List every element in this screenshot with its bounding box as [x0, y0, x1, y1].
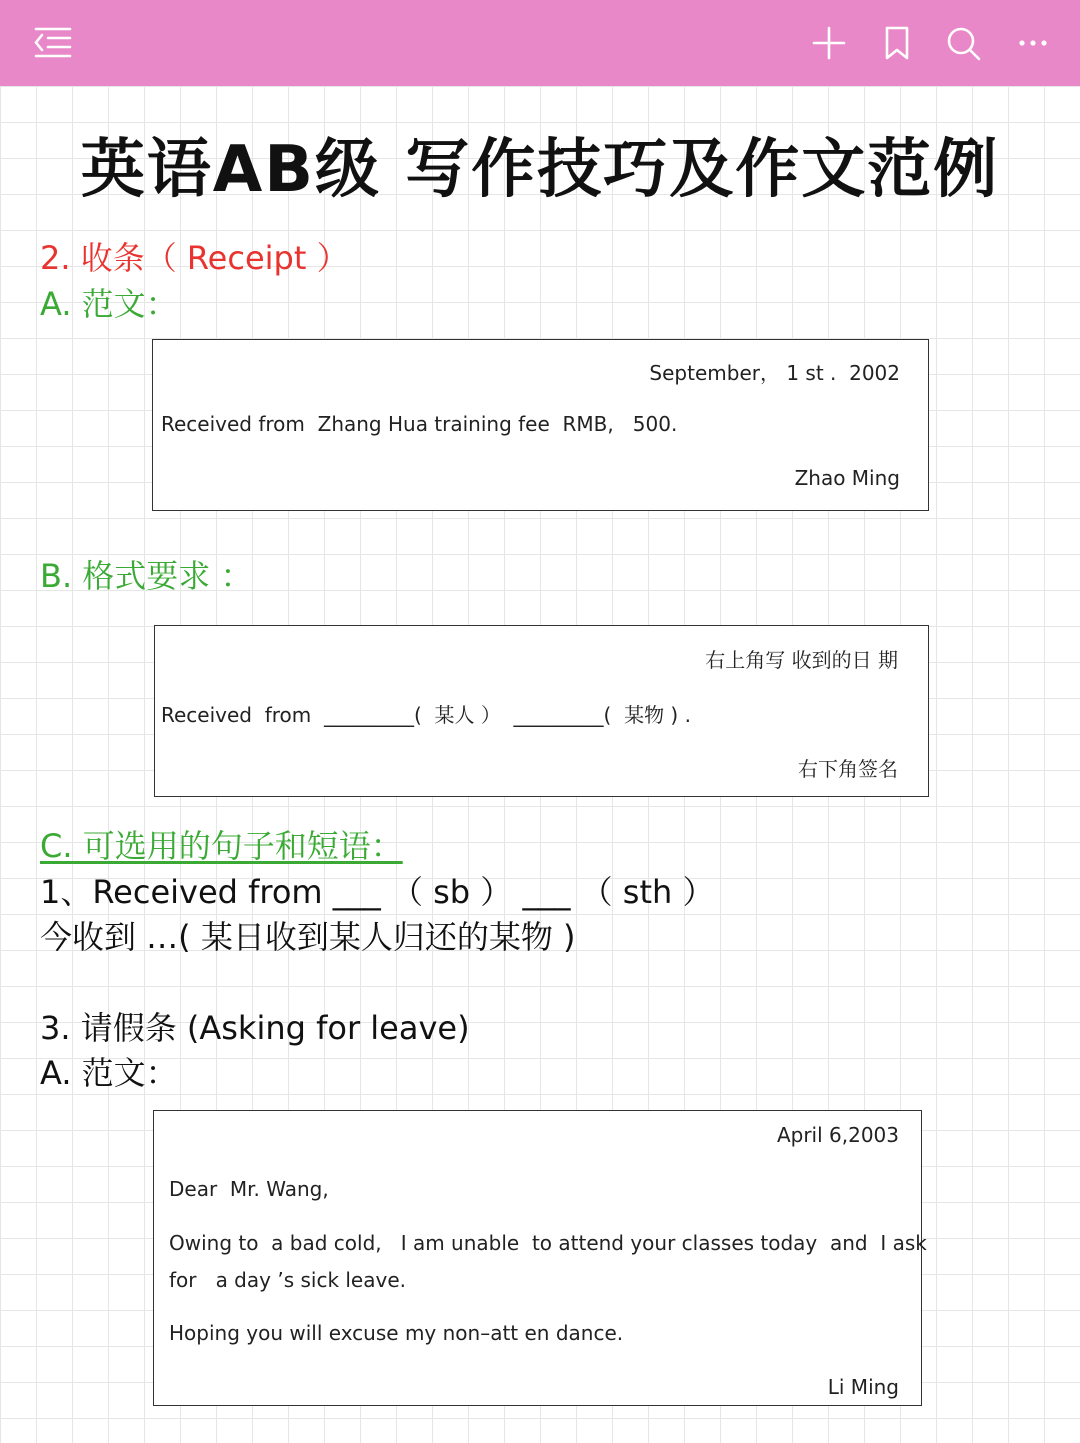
- section-2-sub-a: A. 范文：: [40, 285, 178, 323]
- receipt-body: Received from Zhang Hua training fee RMB, 500.: [161, 412, 678, 436]
- more-icon[interactable]: [1012, 22, 1054, 64]
- leave-example-box: [153, 1110, 927, 1406]
- phrase-1-cn: 今收到 …( 某日收到某人归还的某物 ): [40, 918, 576, 956]
- receipt-format-box: [154, 625, 929, 797]
- section-2-sub-b: B. 格式要求 ：: [40, 557, 253, 595]
- menu-back-icon[interactable]: [32, 22, 74, 64]
- format-body: Received from _________( 某人 ） _________( 某物 ) .: [161, 703, 691, 727]
- phrase-1: 1、Received from ___ （ sb ） ___ （ sth ）: [40, 873, 715, 911]
- top-toolbar: [0, 0, 1080, 86]
- leave-signature: Li Ming: [827, 1375, 899, 1399]
- leave-date: April 6,2003: [776, 1123, 899, 1147]
- leave-greeting: Dear Mr. Wang,: [169, 1177, 329, 1201]
- receipt-signature: Zhao Ming: [794, 466, 900, 490]
- section-2-sub-c: C. 可选用的句子和短语：: [40, 827, 403, 865]
- leave-body-2: for a day ’s sick leave.: [169, 1268, 406, 1292]
- leave-body-1: Owing to a bad cold, I am unable to attend your classes today and I ask: [169, 1231, 927, 1255]
- receipt-date: September， 1 st . 2002: [649, 361, 900, 385]
- bookmark-icon[interactable]: [876, 22, 918, 64]
- plus-icon[interactable]: [808, 22, 850, 64]
- section-2-heading: 2. 收条（ Receipt ）: [40, 239, 349, 277]
- page-title: 英语AB级 写作技巧及作文范例: [80, 133, 1000, 207]
- receipt-example-box: [152, 339, 929, 511]
- leave-body-3: Hoping you will excuse my non–att en dance.: [169, 1321, 624, 1345]
- format-top-right: 右上角写 收到的日 期: [705, 648, 898, 672]
- section-3-sub-a: A. 范文：: [40, 1054, 178, 1092]
- search-icon[interactable]: [942, 22, 984, 64]
- format-bottom-right: 右下角签名: [798, 757, 898, 781]
- section-3-heading: 3. 请假条 (Asking for leave): [40, 1009, 470, 1047]
